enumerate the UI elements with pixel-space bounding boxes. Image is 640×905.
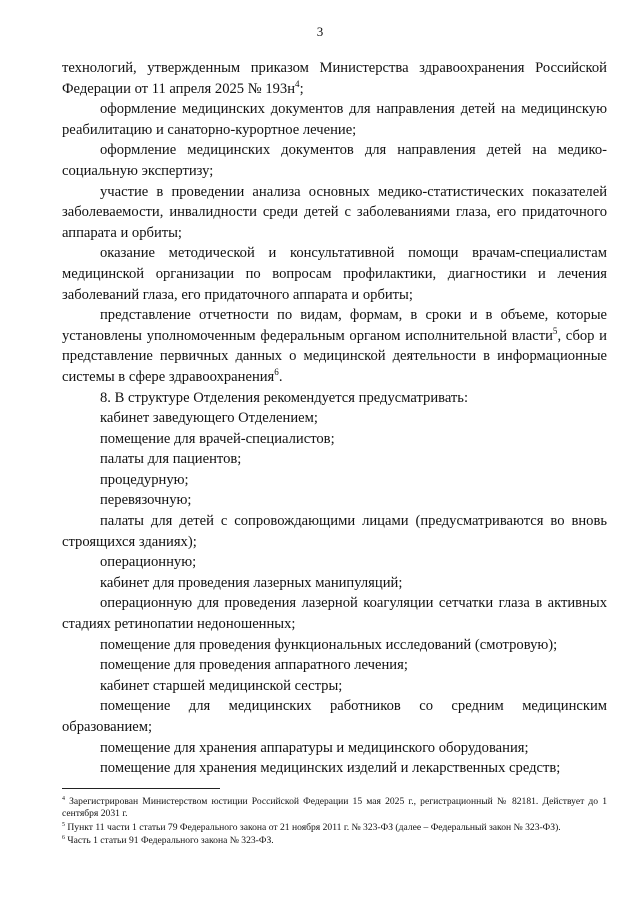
paragraph (62, 490, 607, 511)
paragraph-text: технологий, утвержденным приказом Министерства здравоохранения Российской Федерации от 11 апреля 2025 № 193н (62, 60, 607, 97)
paragraph (62, 429, 607, 450)
footnote-ref: 6 (274, 367, 279, 378)
paragraph-text: кабинет старшей медицинской сестры; (100, 677, 343, 694)
paragraph-text: процедурную; (100, 471, 189, 488)
paragraph-text: палаты для детей с сопровождающими лицами (предусматриваются во вновь строящихся зданиях); (62, 513, 607, 550)
paragraph-text: оказание методической и консультативной помощи врачам-специалистам медицинской организации по вопросам профилактики, диагностики и лечения заболеваний глаза, его придаточного аппарата и орбиты; (62, 245, 607, 303)
paragraph-text: оформление медицинских документов для направления детей на медико-социальную экспертизу; (62, 142, 607, 179)
paragraph-text: представление отчетности по видам, формам, в сроки и в объеме, которые установлены уполномоченным федеральным органом исполнительной власти (62, 307, 607, 344)
footnotes (62, 796, 607, 849)
paragraph (62, 388, 607, 409)
paragraph (62, 593, 607, 634)
paragraph-text: помещение для проведения аппаратного лечения; (100, 657, 408, 674)
paragraph (62, 655, 607, 676)
paragraph (62, 738, 607, 759)
paragraph-text: помещение для хранения медицинских изделий и лекарственных средств; (100, 760, 561, 777)
paragraph-text: помещение для проведения функциональных исследований (смотровую); (100, 636, 558, 653)
paragraph (62, 696, 607, 737)
paragraph (62, 470, 607, 491)
footnote-text: Часть 1 статьи 91 Федерального закона № 323-ФЗ. (67, 835, 274, 847)
footnote (62, 796, 607, 821)
paragraph (62, 140, 607, 181)
paragraph (62, 408, 607, 429)
footnote-separator (62, 788, 220, 789)
paragraph (62, 635, 607, 656)
paragraph-text: перевязочную; (100, 492, 192, 509)
paragraph-text: палаты для пациентов; (100, 451, 242, 468)
paragraph (62, 511, 607, 552)
paragraph-text: участие в проведении анализа основных медико-статистических показателей заболеваемости, инвалидности среди детей с заболеваниями глаза, его придаточного аппарата и орбиты; (62, 183, 607, 241)
paragraph-text: ; (299, 80, 304, 97)
paragraph (62, 182, 607, 244)
paragraph-text: операционную; (100, 554, 197, 571)
footnote-ref: 4 (295, 78, 300, 89)
paragraph-text: помещение для хранения аппаратуры и медицинского оборудования; (100, 739, 529, 756)
paragraph-text: кабинет для проведения лазерных манипуляций; (100, 574, 403, 591)
footnote-number: 6 (62, 835, 65, 842)
paragraph-text: помещение для врачей-специалистов; (100, 430, 335, 447)
paragraph (62, 758, 607, 779)
paragraph (62, 99, 607, 140)
paragraph-text: 8. В структуре Отделения рекомендуется предусматривать: (100, 389, 469, 406)
paragraph (62, 58, 607, 99)
paragraph-text: . (278, 368, 283, 385)
paragraph (62, 243, 607, 305)
document-body (62, 58, 607, 779)
paragraph-text: оформление медицинских документов для направления детей на медицинскую реабилитацию и санаторно-курортное лечение; (62, 101, 607, 138)
paragraph (62, 573, 607, 594)
footnote-text: Пункт 11 части 1 статьи 79 Федерального закона от 21 ноября 2011 г. № 323-ФЗ (далее – Федеральный закон № 323-ФЗ). (67, 821, 561, 833)
footnote (62, 822, 607, 834)
paragraph-text: помещение для медицинских работников со средним медицинским образованием; (62, 698, 607, 735)
paragraph-text: , сбор и представление первичных данных о медицинской деятельности в информационные системы в сфере здравоохранения (62, 327, 607, 385)
paragraph-text: операционную для проведения лазерной коагуляции сетчатки глаза в активных стадиях ретинопатии недоношенных; (62, 595, 607, 633)
paragraph (62, 676, 607, 697)
footnote-number: 4 (62, 795, 65, 802)
paragraph (62, 449, 607, 470)
footnote-number: 5 (62, 821, 65, 828)
footnote-text: Зарегистрирован Министерством юстиции Российской Федерации 15 мая 2025 г., регистрационный № 82181. Действует до 1 сентября 2031 г. (62, 796, 607, 820)
footnote-ref: 5 (552, 325, 558, 336)
paragraph (62, 552, 607, 573)
paragraph (62, 305, 607, 387)
footnote (62, 835, 607, 847)
paragraph-text: кабинет заведующего Отделением; (100, 410, 318, 427)
page-number: 3 (316, 24, 324, 39)
